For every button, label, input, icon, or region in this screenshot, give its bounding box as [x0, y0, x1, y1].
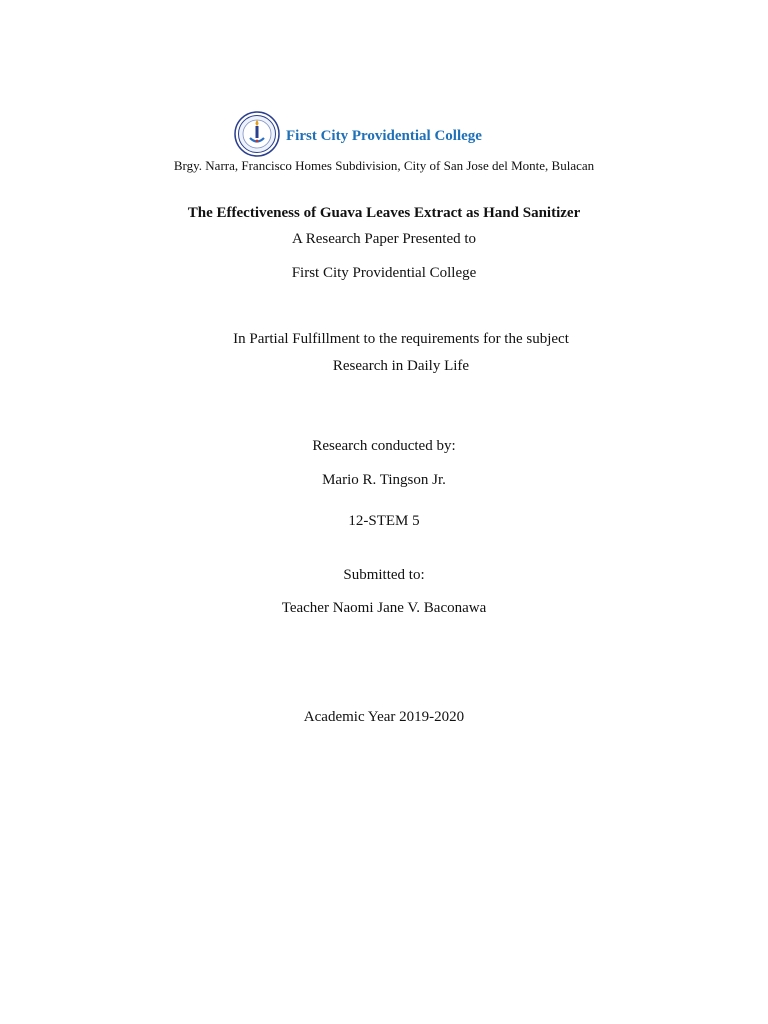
college-header — [234, 110, 482, 158]
author-name: Mario R. Tingson Jr. — [322, 472, 446, 488]
college-seal-logo-icon — [234, 111, 280, 157]
section-name: 12-STEM 5 — [348, 513, 420, 529]
college-name: First City Providential College — [286, 127, 482, 144]
presented-line: A Research Paper Presented to — [291, 231, 477, 247]
college-address: Brgy. Narra, Francisco Homes Subdivision, City of San Jose del Monte, Bulacan — [173, 158, 595, 173]
presented-to: First City Providential College — [291, 265, 477, 281]
paper-title: The Effectiveness of Guava Leaves Extract as Hand Sanitizer — [187, 205, 581, 221]
conducted-label: Research conducted by: — [312, 438, 456, 454]
subject-name: Research in Daily Life — [332, 358, 470, 374]
academic-year: Academic Year 2019-2020 — [303, 709, 465, 725]
fulfillment-line: In Partial Fulfillment to the requirements for the subject — [233, 331, 569, 347]
teacher-name: Teacher Naomi Jane V. Baconawa — [281, 600, 487, 616]
submitted-label: Submitted to: — [343, 567, 425, 583]
